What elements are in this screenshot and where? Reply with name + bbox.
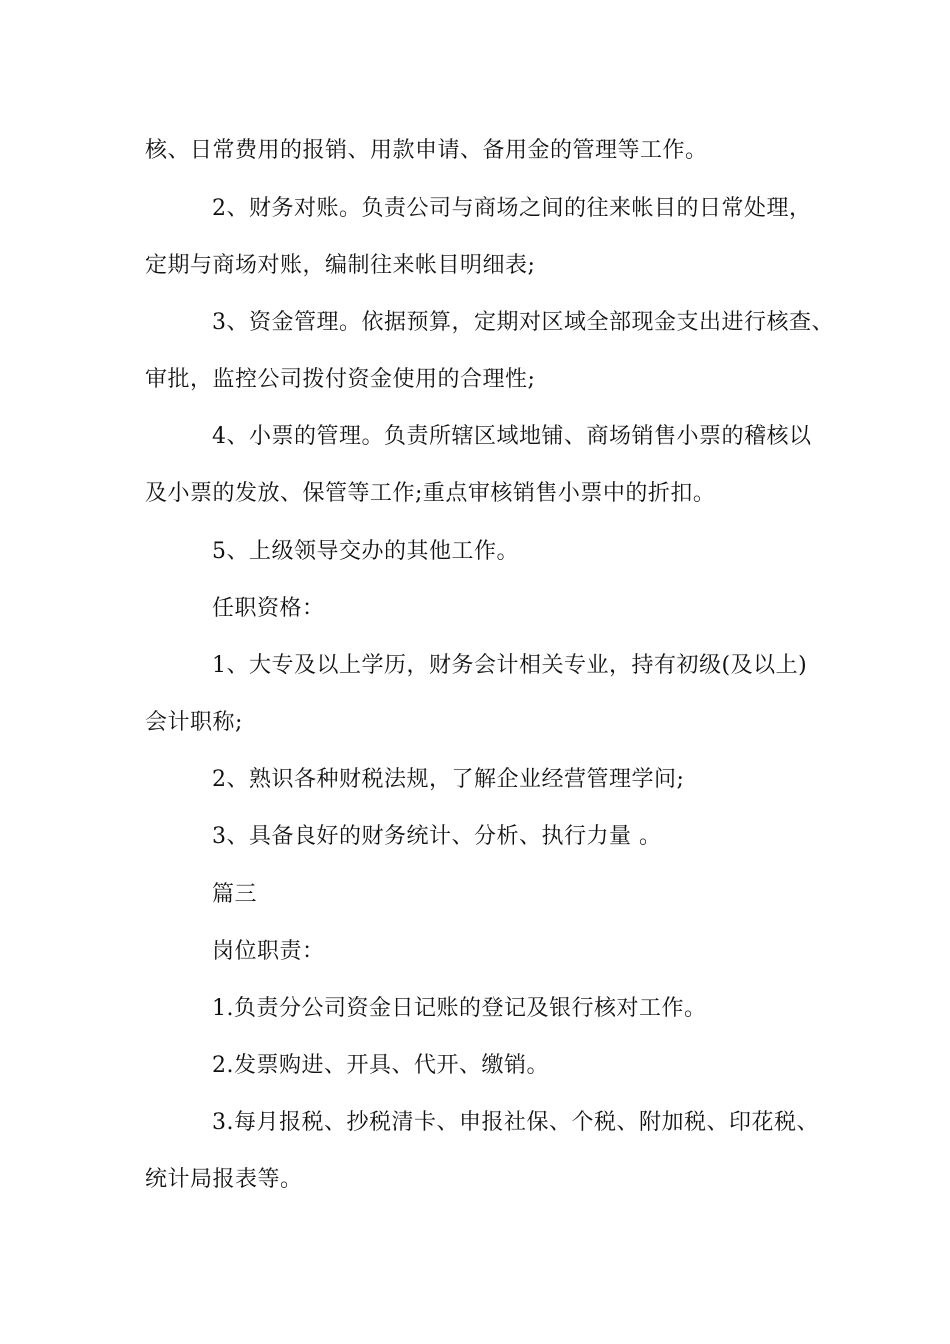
text-line: 3、资金管理。依据预算，定期对区域全部现金支出进行核查、 (212, 310, 834, 335)
text-line: 3、具备良好的财务统计、分析、执行力量 。 (212, 824, 662, 849)
text-line: 2、财务对账。负责公司与商场之间的往来帐目的日常处理， (212, 196, 812, 221)
text-line: 2、熟识各种财税法规，了解企业经营管理学问; (212, 767, 685, 792)
text-line: 4、小票的管理。负责所辖区域地铺、商场销售小票的稽核以 (212, 424, 812, 449)
text-line: 1、大专及以上学历，财务会计相关专业，持有初级(及以上) (212, 653, 808, 678)
text-line: 2.发票购进、开具、代开、缴销。 (212, 1053, 549, 1078)
text-line: 会计职称; (145, 710, 243, 735)
section-heading: 任职资格： (212, 596, 325, 621)
text-line: 定期与商场对账，编制往来帐目明细表; (145, 253, 536, 278)
text-line: 审批，监控公司拨付资金使用的合理性; (145, 367, 536, 392)
text-line: 5、上级领导交办的其他工作。 (212, 539, 519, 564)
section-heading: 岗位职责： (212, 939, 325, 964)
text-line: 统计局报表等。 (145, 1167, 303, 1192)
section-heading: 篇三 (212, 882, 258, 907)
text-line: 及小票的发放、保管等工作;重点审核销售小票中的折扣。 (145, 481, 716, 506)
text-line: 3.每月报税、抄税清卡、申报社保、个税、附加税、印花税、 (212, 1110, 819, 1135)
text-line: 1.负责分公司资金日记账的登记及银行核对工作。 (212, 996, 707, 1021)
text-line: 核、日常费用的报销、用款申请、备用金的管理等工作。 (145, 138, 708, 163)
